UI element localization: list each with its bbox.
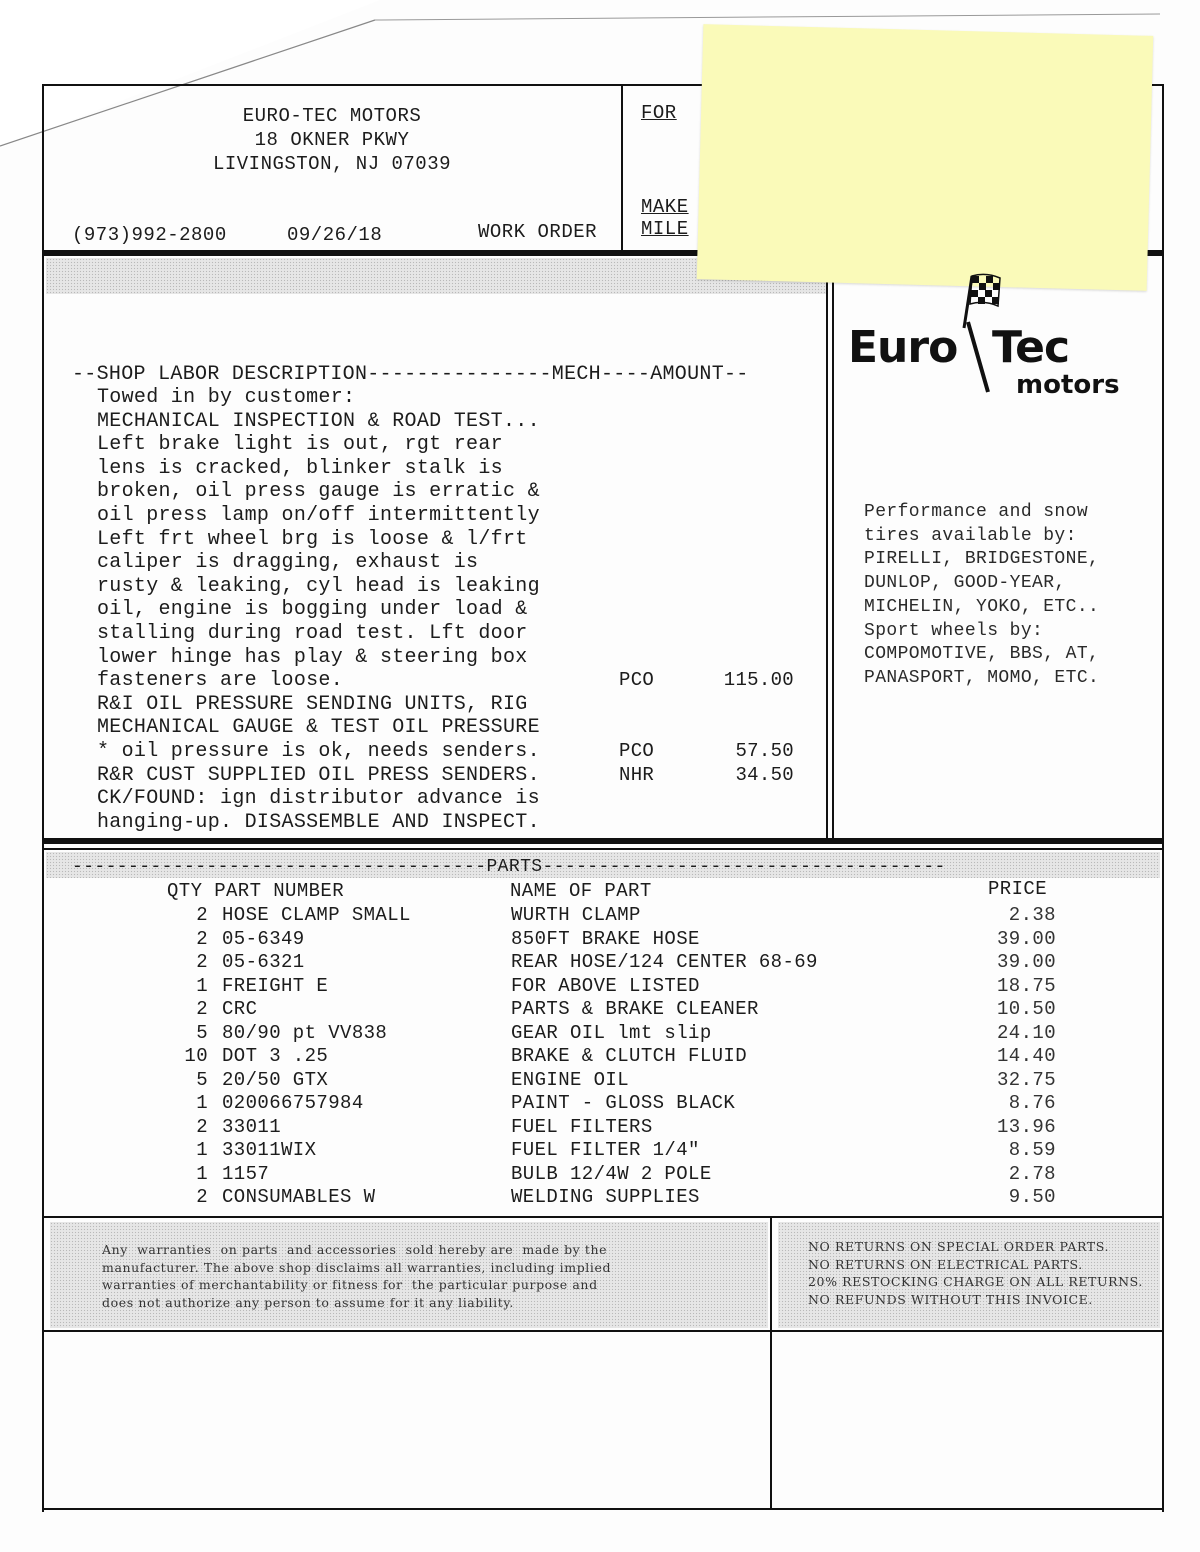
logo-word-euro: Euro [848, 322, 958, 373]
part-number: DOT 3 .25 [222, 1045, 329, 1067]
labor-line [97, 457, 822, 481]
warranty-line: does not authorize any person to assume for it any liability. [102, 1294, 514, 1310]
labor-line-text: CK/FOUND: ign distributor advance is [97, 787, 540, 811]
labor-amount: 57.50 [735, 739, 794, 762]
labor-line-text: lens is cracked, blinker stalk is [97, 456, 503, 480]
part-name: PARTS & BRAKE CLEANER [511, 998, 759, 1020]
part-price: 18.75 [996, 974, 1056, 997]
labor-heading: --SHOP LABOR DESCRIPTION---------------MECH----AMOUNT-- [72, 363, 749, 386]
part-qty: 2 [196, 904, 208, 926]
parts-row [150, 1092, 1060, 1116]
logo-word-tec: Tec [992, 322, 1070, 373]
tires-ad-line: MICHELIN, YOKO, ETC.. [864, 596, 1100, 617]
labor-line [97, 740, 822, 764]
parts-row [150, 928, 1060, 952]
labor-line-text: stalling during road test. Lft door [97, 621, 528, 645]
part-qty: 2 [196, 998, 208, 1020]
tires-ad-line: PANASPORT, MOMO, ETC. [864, 667, 1100, 688]
labor-line [97, 386, 822, 410]
part-number: CONSUMABLES W [222, 1186, 376, 1208]
part-name: REAR HOSE/124 CENTER 68-69 [511, 951, 818, 973]
part-qty: 5 [196, 1021, 208, 1044]
logo-slash [964, 318, 994, 398]
tires-ad-line: PIRELLI, BRIDGESTONE, [864, 549, 1100, 570]
right-border [1162, 84, 1164, 1512]
labor-line [97, 693, 822, 717]
shop-name: EURO-TEC MOTORS [242, 105, 422, 127]
labor-line-text: Left brake light is out, rgt rear [97, 433, 503, 457]
part-price: 32.75 [996, 1068, 1056, 1091]
shop-address-line2: LIVINGSTON, NJ 07039 [212, 153, 452, 175]
returns-line: NO RETURNS ON ELECTRICAL PARTS. [808, 1256, 1083, 1272]
part-qty: 2 [196, 951, 208, 973]
labor-amount: 34.50 [735, 763, 794, 786]
col-qty-part: QTY PART NUMBER [167, 880, 345, 902]
shop-address-line1: 18 OKNER PKWY [254, 129, 410, 151]
tires-ad-line: Performance and snow [864, 502, 1089, 522]
labor-thick-rule [42, 838, 1164, 844]
col-name: NAME OF PART [510, 880, 652, 902]
labor-line-text: oil press lamp on/off intermittently [97, 503, 540, 527]
parts-row [150, 1163, 1060, 1187]
document-type: WORK ORDER [478, 221, 598, 243]
labor-line-text: R&R CUST SUPPLIED OIL PRESS SENDERS. [97, 763, 540, 787]
parts-row [150, 1186, 1060, 1210]
part-qty: 2 [196, 927, 208, 950]
part-name: BRAKE & CLUTCH FLUID [511, 1045, 748, 1067]
shop-info [42, 104, 622, 176]
part-qty: 1 [196, 974, 208, 997]
part-name: WURTH CLAMP [511, 904, 641, 926]
part-name: BULB 12/4W 2 POLE [511, 1162, 712, 1185]
returns-line: 20% RESTOCKING CHARGE ON ALL RETURNS. [808, 1274, 1143, 1289]
part-name: GEAR OIL lmt slip [511, 1021, 712, 1044]
left-border [42, 84, 44, 1512]
labor-line-text: oil, engine is bogging under load & [97, 598, 528, 622]
labor-lines [97, 386, 822, 834]
bottom-border [42, 1508, 1164, 1510]
labor-right-border [826, 256, 828, 840]
labor-line [97, 622, 822, 646]
part-qty: 1 [196, 1139, 208, 1161]
part-number: 020066757984 [222, 1092, 364, 1114]
part-number: 1157 [222, 1162, 270, 1185]
labor-line [97, 575, 822, 599]
shop-phone: (973)992-2800 [72, 224, 227, 246]
part-price: 13.96 [996, 1115, 1056, 1138]
parts-row [150, 1069, 1060, 1093]
part-name: FUEL FILTER 1/4" [511, 1139, 700, 1161]
part-price: 8.59 [1008, 1139, 1056, 1161]
labor-line-text: R&I OIL PRESSURE SENDING UNITS, RIG [97, 692, 528, 716]
eurotec-logo [846, 268, 1156, 418]
part-number: 33011WIX [222, 1139, 317, 1161]
part-qty: 10 [184, 1045, 208, 1067]
parts-row [150, 951, 1060, 975]
parts-row [150, 975, 1060, 999]
labor-line-text: fasteners are loose. [97, 669, 344, 693]
labor-amount: 115.00 [723, 669, 794, 692]
part-number: 05-6321 [222, 951, 305, 973]
labor-line-text: caliper is dragging, exhaust is [97, 551, 479, 575]
labor-mech-code: PCO [619, 739, 655, 762]
logo-word-motors: motors [1016, 370, 1120, 400]
tires-ad-line: COMPOMOTIVE, BBS, AT, [864, 644, 1100, 665]
part-qty: 1 [196, 1162, 208, 1185]
labor-line [97, 787, 822, 811]
part-name: 850FT BRAKE HOSE [511, 927, 700, 950]
labor-line-text: * oil pressure is ok, needs senders. [97, 739, 540, 763]
labor-line [97, 433, 822, 457]
labor-line [97, 716, 822, 740]
part-price: 2.78 [1008, 1162, 1056, 1185]
labor-line [97, 480, 822, 504]
labor-mech-code: PCO [619, 669, 655, 692]
part-number: HOSE CLAMP SMALL [222, 904, 411, 926]
part-number: 80/90 pt VV838 [222, 1021, 388, 1044]
notice-divider [770, 1216, 772, 1508]
labor-line [97, 646, 822, 670]
part-number: 20/50 GTX [222, 1068, 329, 1091]
part-name: FUEL FILTERS [511, 1115, 653, 1138]
warranty-notice [102, 1241, 611, 1311]
sticky-note [697, 24, 1154, 291]
miles-label: MILE [641, 218, 689, 240]
part-price: 39.00 [996, 951, 1056, 973]
labor-line-text: Left frt wheel brg is loose & l/frt [97, 527, 528, 551]
part-price: 9.50 [1008, 1186, 1056, 1208]
part-price: 2.38 [1008, 904, 1056, 926]
labor-line [97, 598, 822, 622]
labor-line [97, 811, 822, 835]
part-name: ENGINE OIL [511, 1068, 630, 1091]
part-number: FREIGHT E [222, 974, 329, 997]
for-label: FOR [641, 102, 677, 124]
labor-line [97, 528, 822, 552]
parts-row [150, 1022, 1060, 1046]
parts-row [150, 904, 1060, 928]
labor-line [97, 410, 822, 434]
parts-heading: -------------------------------------PARTS------------------------------------ [72, 857, 946, 877]
notice-top-rule [42, 1216, 1164, 1218]
col-price: PRICE [988, 878, 1048, 900]
part-price: 10.50 [996, 998, 1056, 1020]
labor-line-text: lower hinge has play & steering box [97, 645, 528, 669]
part-number: 33011 [222, 1115, 282, 1138]
part-qty: 1 [196, 1092, 208, 1114]
parts-row [150, 1045, 1060, 1069]
part-qty: 5 [196, 1068, 208, 1091]
part-qty: 2 [196, 1186, 208, 1208]
part-name: FOR ABOVE LISTED [511, 974, 700, 997]
labor-line [97, 669, 822, 693]
part-name: WELDING SUPPLIES [511, 1186, 700, 1208]
part-price: 24.10 [996, 1021, 1056, 1044]
parts-row [150, 1139, 1060, 1163]
labor-line-text: MECHANICAL GAUGE & TEST OIL PRESSURE [97, 716, 540, 740]
part-name: PAINT - GLOSS BLACK [511, 1092, 736, 1114]
part-qty: 2 [196, 1115, 208, 1138]
parts-rows [150, 904, 1060, 1210]
make-label: MAKE [641, 196, 689, 218]
labor-line [97, 764, 822, 788]
parts-row [150, 998, 1060, 1022]
part-price: 14.40 [996, 1045, 1056, 1067]
notice-bottom-rule [42, 1330, 1164, 1332]
returns-line: NO RETURNS ON SPECIAL ORDER PARTS. [808, 1239, 1110, 1254]
parts-top-rule [42, 848, 1164, 850]
tires-ad-line: tires available by: [864, 525, 1077, 546]
tires-ad-line: DUNLOP, GOOD-YEAR, [864, 573, 1066, 594]
labor-line [97, 551, 822, 575]
tires-ad-line: Sport wheels by: [864, 620, 1044, 641]
warranty-line: Any warranties on parts and accessories sold hereby are made by the [102, 1242, 608, 1257]
labor-line-text: hanging-up. DISASSEMBLE AND INSPECT. [97, 810, 540, 834]
labor-line-text: MECHANICAL INSPECTION & ROAD TEST... [97, 409, 540, 433]
part-number: CRC [222, 998, 258, 1020]
labor-line-text: rusty & leaking, cyl head is leaking [97, 574, 540, 598]
part-price: 8.76 [1008, 1092, 1056, 1114]
returns-notice [808, 1238, 1143, 1308]
returns-line: NO REFUNDS WITHOUT THIS INVOICE. [808, 1291, 1093, 1307]
logo-left-border [832, 256, 834, 840]
labor-line-text: Towed in by customer: [97, 386, 356, 409]
order-date: 09/26/18 [287, 224, 383, 246]
part-price: 39.00 [996, 927, 1056, 950]
warranty-line: manufacturer. The above shop disclaims all warranties, including implied [102, 1259, 612, 1275]
labor-line-text: broken, oil press gauge is erratic & [97, 480, 540, 504]
labor-line [97, 504, 822, 528]
tires-ad [864, 501, 1099, 691]
part-number: 05-6349 [222, 927, 305, 950]
warranty-line: warranties of merchantability or fitness for the particular purpose and [102, 1277, 598, 1292]
parts-row [150, 1116, 1060, 1140]
labor-mech-code: NHR [619, 763, 655, 786]
